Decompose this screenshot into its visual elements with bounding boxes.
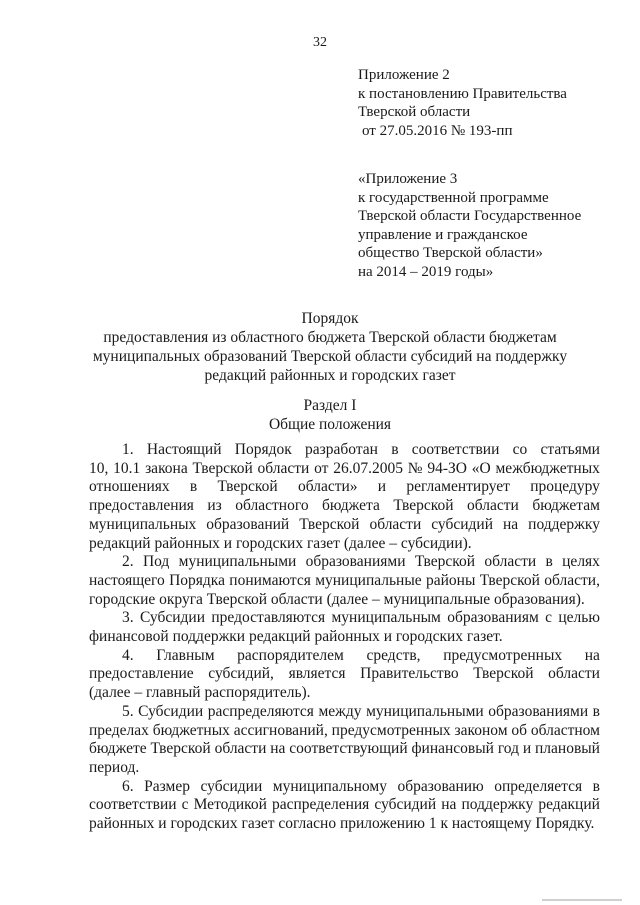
paragraph-line [89, 684, 600, 703]
paragraph-word: субсидий [431, 515, 494, 533]
section-title: Общие положения [268, 416, 392, 433]
paragraph-word: образованиям [447, 609, 539, 627]
document-title-line: предоставления из областного бюджета Тверской области бюджетам [103, 329, 557, 346]
paragraph-line [89, 759, 600, 778]
paragraph-word: от [314, 459, 329, 477]
paragraph [89, 609, 600, 646]
paragraph-line-text: редакций районных и городских газет (далее – субсидии). [89, 534, 472, 552]
paragraph-word: Настоящий [146, 441, 222, 458]
paragraph-word: поддержку [461, 796, 534, 814]
appendix-header-line: Приложение 2 [358, 67, 450, 83]
scan-artifact [542, 899, 622, 901]
paragraph-word: муниципальному [272, 777, 387, 795]
paragraph-line [89, 609, 600, 628]
paragraph-word: Тверской [473, 665, 534, 683]
paragraph-line [89, 591, 600, 610]
paragraph-line [89, 665, 600, 684]
paragraph-word: муниципальными [178, 553, 297, 571]
paragraph-word: образований [206, 515, 290, 533]
appendix-quote-word: области» [485, 245, 543, 261]
paragraph-word: области [548, 665, 600, 683]
paragraph-line [89, 497, 600, 516]
paragraph-word: между [318, 702, 362, 720]
paragraph-word: Тверской [414, 553, 476, 571]
appendix-quote [358, 170, 600, 281]
paragraph-word: и [377, 478, 387, 496]
appendix-quote-line: на 2014 – 2019 годы» [358, 263, 494, 280]
paragraph-line [89, 516, 600, 535]
paragraph-word: на [270, 740, 286, 758]
document-title-line: Порядок [301, 310, 359, 327]
paragraph-word: отношениях [89, 478, 170, 496]
paragraph-word: муниципальным [331, 609, 441, 627]
paragraph-word: Размер [144, 777, 190, 795]
paragraph-word: средств, [366, 646, 421, 664]
paragraph-word: на [584, 646, 600, 664]
paragraph-word: закона [145, 459, 188, 477]
paragraph-word: муниципальных [89, 515, 197, 533]
paragraph-word: бюджетам [532, 497, 600, 515]
paragraph-line [89, 778, 600, 797]
paragraph-word: 94-ЗО [427, 459, 467, 477]
appendix-header [358, 66, 600, 140]
appendix-quote-word: программе [479, 189, 549, 206]
section-heading [60, 396, 600, 434]
paragraph-word: 26.07.2005 [333, 459, 403, 477]
appendix-quote-line [358, 226, 600, 245]
paragraph-word: соответствующий [289, 740, 408, 758]
paragraph-word: образованию [397, 777, 484, 795]
paragraph-word: Субсидии [139, 609, 206, 627]
paragraph [89, 647, 600, 703]
paragraph-word: определяется [494, 777, 583, 795]
paragraph-word: плановый [535, 740, 600, 758]
paragraph-word: № [407, 459, 423, 477]
paragraph-word: области, [544, 571, 600, 589]
paragraph-word: Методикой [193, 796, 267, 814]
paragraph-line [89, 647, 600, 666]
page-number: 32 [313, 35, 327, 50]
paragraph-word: соответствии [411, 441, 500, 458]
paragraph-word: 10.1 [113, 459, 141, 477]
paragraph-word: Тверской [192, 459, 253, 477]
paragraph-line-text: период. [89, 758, 140, 776]
paragraph-word: год [497, 740, 519, 758]
paragraph-word: Тверской [217, 478, 278, 496]
paragraph-word: области [369, 515, 422, 533]
paragraph-word: в [189, 478, 198, 496]
paragraph-word: 2. [122, 553, 134, 571]
paragraph [89, 778, 600, 834]
paragraph-line-text: районных и городских газет согласно приложению 1 к настоящему Порядку. [89, 815, 595, 833]
paragraph-word: 6. [122, 777, 134, 795]
paragraph-word: Тверской [150, 740, 211, 758]
appendix-header-line: к постановлению Правительства [358, 85, 567, 102]
paragraph-line [89, 441, 600, 460]
paragraph-word: распределения [271, 796, 370, 814]
paragraph-word: предусмотренных [443, 646, 563, 664]
paragraph-word: Под [142, 553, 170, 571]
document-body [89, 441, 600, 834]
paragraph-word: Порядок [234, 441, 292, 458]
paragraph-word: с [181, 796, 189, 814]
paragraph-word: Порядка [169, 571, 225, 589]
appendix-quote-word: Тверской [358, 208, 417, 224]
paragraph-line [89, 535, 600, 554]
paragraph-word: предоставления [89, 497, 194, 515]
paragraph-word: Главным [156, 646, 215, 664]
paragraph-word: образованиями [488, 702, 589, 720]
appendix-header-line: Тверской области [358, 104, 471, 120]
paragraph-word: об [511, 721, 527, 739]
paragraph-line [89, 478, 600, 497]
paragraph-word: образованиями [305, 553, 406, 571]
paragraph-word: субсидий [374, 796, 437, 814]
paragraph-word: области [484, 553, 537, 571]
paragraph-word: 5. [122, 702, 134, 720]
paragraph-word: предоставляются [211, 609, 326, 627]
paragraph-line [89, 796, 600, 815]
paragraph-word: законом [454, 721, 508, 739]
paragraph-line [89, 553, 600, 572]
paragraph-word: 1. [122, 441, 134, 458]
paragraph-word: муниципальные [315, 571, 422, 589]
paragraph-line [89, 628, 600, 647]
paragraph-line [89, 572, 600, 591]
paragraph-word: понимаются [229, 571, 311, 589]
paragraph-word: на [503, 515, 519, 533]
appendix-quote-word: управление [358, 226, 432, 243]
paragraph-word: настоящего [89, 571, 165, 589]
paragraph-line [89, 740, 600, 759]
paragraph-word: из [207, 497, 222, 515]
paragraph [89, 553, 600, 609]
paragraph-word: районы [425, 571, 476, 589]
paragraph-word: распорядителем [237, 646, 344, 664]
paragraph-word: редакций [538, 796, 600, 814]
paragraph-word: 4. [122, 646, 134, 664]
paragraph-line [89, 460, 600, 479]
document-title [60, 309, 600, 385]
paragraph-word: Правительство [360, 665, 459, 683]
paragraph-word: регламентирует [406, 478, 510, 496]
paragraph-word: областного [235, 497, 309, 515]
paragraph-word: ассигнований, [233, 721, 328, 739]
paragraph-word: межбюджетных [495, 459, 600, 477]
paragraph-word: с [545, 609, 553, 627]
paragraph-word: разработан [305, 441, 378, 458]
appendix-quote-line [358, 189, 600, 208]
paragraph-word: муниципальными [366, 702, 484, 720]
paragraph-word: поддержку [528, 515, 600, 533]
paragraph-word: в [592, 777, 600, 795]
paragraph-word: Тверской [299, 515, 360, 533]
paragraph-word: финансовый [411, 740, 494, 758]
section-number: Раздел I [303, 397, 357, 414]
paragraph-word: областном [530, 721, 600, 739]
appendix-quote-word: и [435, 226, 444, 243]
paragraph-word: в [592, 702, 600, 720]
paragraph-word: и [522, 740, 532, 758]
paragraph-word: бюджета [322, 497, 380, 515]
paragraph-word: в [545, 553, 553, 571]
paragraph-word: Тверской [479, 571, 540, 589]
paragraph-word: предоставление [89, 665, 194, 683]
paragraph-line [89, 703, 600, 722]
paragraph-word: со [512, 441, 528, 458]
paragraph-line [89, 815, 600, 834]
paragraph-word: предусмотренных [331, 721, 451, 739]
document-title-line: муниципальных образований Тверской области субсидий на поддержку [92, 348, 568, 365]
paragraph-word: субсидий, [208, 665, 274, 683]
paragraph [89, 703, 600, 778]
paragraph-word: «О [471, 459, 491, 477]
paragraph-word: области [257, 459, 310, 477]
paragraph-line-text: городские округа Тверской области (далее – муниципальные образования). [89, 590, 585, 608]
paragraph-line-text: финансовой поддержки редакций районных и городских газет. [89, 628, 503, 646]
paragraph-word: распределяются [207, 702, 314, 720]
appendix-header-line: от 27.05.2016 № 193-пп [362, 122, 513, 139]
paragraph-word: на [441, 796, 457, 814]
paragraph-word: субсидии [200, 777, 263, 795]
paragraph [89, 441, 600, 553]
appendix-quote-line [358, 244, 600, 263]
document-title-line: редакций районных и городских газет [204, 367, 456, 384]
appendix-quote-word: Государственное [473, 208, 582, 224]
appendix-quote-word: государственной [369, 189, 476, 206]
paragraph-word: целях [562, 553, 600, 571]
paragraph-word: является [288, 665, 346, 683]
paragraph-word: 10, [89, 459, 109, 477]
paragraph-word: целью [558, 609, 600, 627]
paragraph-word: области [467, 497, 519, 515]
appendix-quote-word: общество [358, 245, 420, 261]
paragraph-word: Субсидии [138, 702, 204, 720]
appendix-quote-word: Тверской [423, 245, 482, 261]
paragraph-word: Тверской [393, 497, 454, 515]
paragraph-word: 3. [122, 609, 134, 627]
paragraph-line [89, 722, 600, 741]
paragraph-word: статьями [540, 441, 600, 458]
paragraph-word: пределах [89, 721, 149, 739]
appendix-quote-line [358, 207, 600, 226]
paragraph-word: бюджете [89, 740, 147, 758]
appendix-quote-line: «Приложение 3 [358, 171, 458, 187]
appendix-quote-word: области [420, 208, 471, 224]
paragraph-word: области [214, 740, 267, 758]
paragraph-word: соответствии [89, 796, 177, 814]
appendix-quote-word: гражданское [446, 226, 528, 243]
appendix-quote-word: к [358, 189, 366, 206]
paragraph-line-text: (далее – главный распорядитель). [89, 684, 311, 702]
paragraph-word: в [391, 441, 399, 458]
paragraph-word: области» [297, 478, 358, 496]
paragraph-word: процедуру [530, 478, 600, 496]
paragraph-word: бюджетных [152, 721, 230, 739]
